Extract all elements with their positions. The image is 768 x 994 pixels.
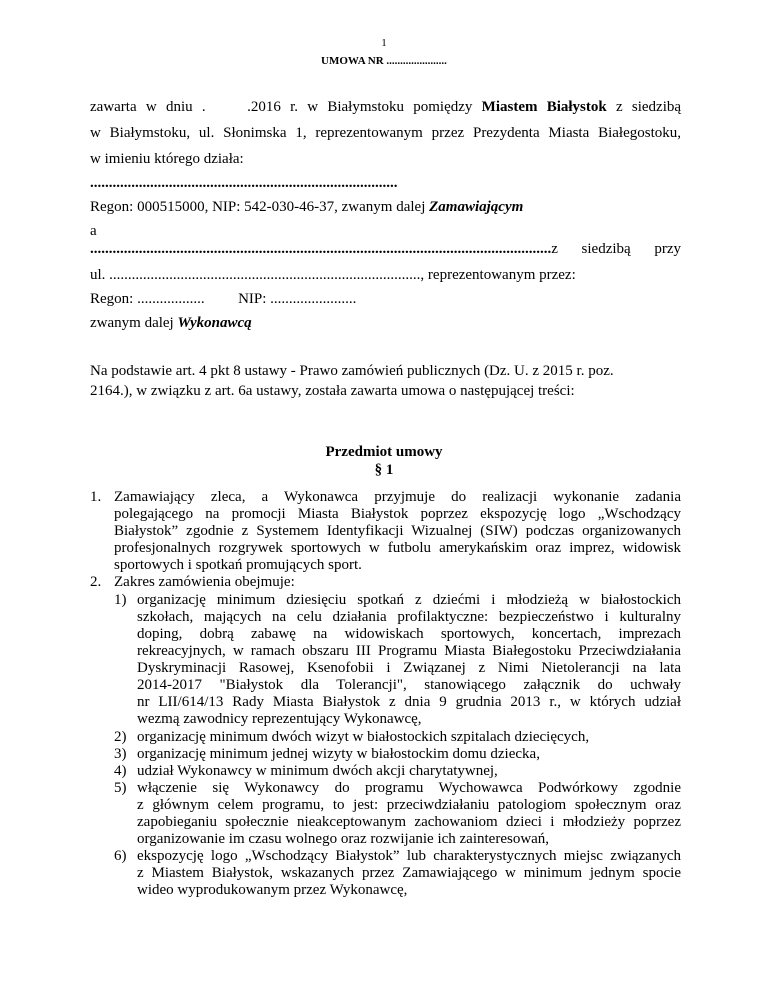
item-2-number: 2. — [90, 574, 102, 590]
item-1-line: polegającego na promocji Miasta Białystok poprzez ekspozycję logo „Wschodzący — [114, 506, 681, 522]
subitem-2-line: organizację minimum dwóch wizyt w białostockich szpitalach dziecięcych, — [137, 729, 590, 745]
contractor-label: Wykonawcą — [177, 315, 252, 331]
item-1-line: profesjonalnych rozgrywek sportowych w futbolu amerykańskim oraz imprez, widowisk — [114, 540, 681, 556]
representative-placeholder: .................................................................................. — [90, 175, 398, 191]
contractor-line — [90, 240, 681, 258]
subitem-1-line: nr LII/614/13 Rady Miasta Białystok z dnia 9 grudnia 2013 r., w których udział — [137, 694, 681, 710]
subitem-6-line: z Miastem Białystok, wskazanych przez Zamawiającego w minimum jednym spocie — [137, 865, 681, 881]
subitem-3-line: organizację minimum jednej wizyty w białostockim domu dziecka, — [137, 746, 540, 762]
city-party-name: Miastem Białystok — [481, 99, 607, 115]
subitem-1-line: Dyskryminacji Rasowej, Ksenofobii i Związanej z Nimi Nietolerancji na lata — [137, 660, 681, 676]
item-1-line: Białystok” zgodnie z Systemem Identyfikacji Wizualnej (SIW) podczas organizowanych — [114, 523, 681, 539]
subitem-6-number: 6) — [114, 848, 127, 864]
subitem-1-line: wezmą zawodnicy reprezentujący Wykonawcę, — [137, 711, 422, 727]
subitem-4-number: 4) — [114, 763, 127, 779]
document-title: UMOWA NR ...................... — [321, 55, 447, 67]
intro-line-2: w Białymstoku, ul. Słonimska 1, reprezentowanym przez Prezydenta Miasta Białegostoku, — [90, 125, 681, 141]
address-line: ul. ..................................................................................., reprezentowanym przez: — [90, 267, 576, 283]
subitem-5-line: zapobieganiu społecznie nieakceptowanym zachowaniom dzieci i młodzieży poprzez — [137, 814, 681, 830]
subitem-4-line: udział Wykonawcy w minimum dwóch akcji charytatywnej, — [137, 763, 498, 779]
subitem-1-number: 1) — [114, 592, 127, 608]
called-text: zwanym dalej — [90, 315, 174, 331]
intro-date-text: .2016 r. w Białymstoku pomiędzy — [247, 99, 473, 115]
subitem-6-line: wideo wyprodukowanym przez Wykonawcę, — [137, 882, 408, 898]
section-heading: Przedmiot umowy — [325, 444, 443, 460]
subitem-1-line: 2014-2017 "Białystok dla Tolerancji", stanowiącego załącznik do uchwały — [137, 677, 681, 693]
subitem-3-number: 3) — [114, 746, 127, 762]
conjunction-a: a — [90, 223, 97, 239]
ordering-party-label: Zamawiającym — [429, 199, 524, 215]
contractor-called-line — [90, 314, 252, 332]
intro-line-1 — [90, 98, 681, 116]
item-2-label: Zakres zamówienia obejmuje: — [114, 574, 295, 590]
intro-date-dot: . — [201, 99, 206, 115]
contractor-ids-line — [90, 290, 356, 308]
contractor-seat-text: z siedzibą przy — [551, 241, 681, 257]
subitem-5-line: z głównym celem programu, to jest: przeciwdziałaniu patologiom społecznym oraz — [137, 797, 681, 813]
item-1-line: sportowych i spotkań promujących sport. — [114, 557, 362, 573]
subitem-5-line: organizowanie im czasu wolnego oraz rozwijanie ich zainteresowań, — [137, 831, 550, 847]
subitem-1-line: rekreacyjnych, w ramach obszaru III Programu Miasta Białegostoku Przeciwdziałania — [137, 643, 681, 659]
subitem-1-line: szkołach, mających na celu działania profilaktyczne: bezpieczeństwo i kulturalny — [137, 609, 681, 625]
regon-text: Regon: 000515000, NIP: 542-030-46-37, zwanym dalej — [90, 199, 426, 215]
contractor-placeholder: ........................................................................................................................... — [90, 241, 552, 257]
subitem-1-line: doping, dobrą zabawę na widowiskach sportowych, koncertach, imprezach — [137, 626, 681, 642]
page-number: 1 — [381, 37, 387, 49]
subitem-5-line: włączenie się Wykonawcy do programu Wychowawca Podwórkowy zgodnie — [137, 780, 681, 796]
regon-line — [90, 198, 523, 216]
intro-line-3: w imieniu którego działa: — [90, 151, 244, 167]
section-paragraph-number: § 1 — [374, 462, 394, 478]
contractor-regon: Regon: .................. — [90, 291, 205, 307]
contractor-nip: NIP: ....................... — [238, 291, 357, 307]
intro-date-prefix: zawarta w dniu — [90, 99, 193, 115]
item-1-number: 1. — [90, 489, 102, 505]
subitem-6-line: ekspozycję logo „Wschodzący Białystok” lub charakterystycznych miejsc związanych — [137, 848, 681, 864]
intro-seat-text: z siedzibą — [615, 99, 682, 115]
subitem-1-line: organizację minimum dziesięciu spotkań z dziećmi i młodzieżą w białostockich — [137, 592, 681, 608]
basis-line-1: Na podstawie art. 4 pkt 8 ustawy - Prawo zamówień publicznych (Dz. U. z 2015 r. poz. — [90, 363, 614, 379]
item-1-line: Zamawiający zleca, a Wykonawca przyjmuje do realizacji wykonanie zadania — [114, 489, 681, 505]
subitem-2-number: 2) — [114, 729, 127, 745]
basis-line-2: 2164.), w związku z art. 6a ustawy, została zawarta umowa o następującej treści: — [90, 383, 575, 399]
subitem-5-number: 5) — [114, 780, 127, 796]
